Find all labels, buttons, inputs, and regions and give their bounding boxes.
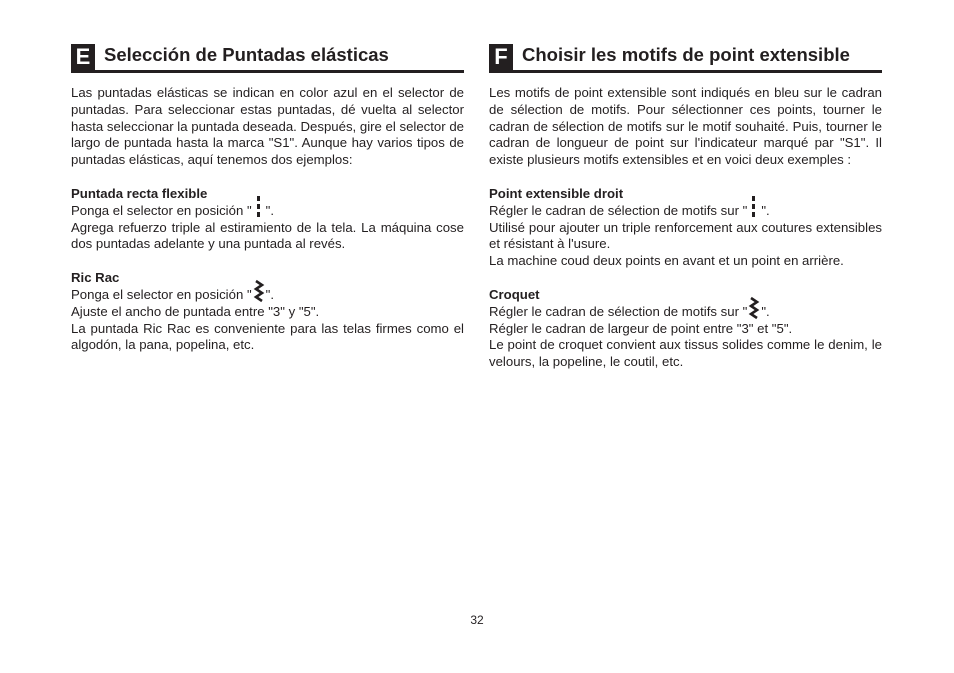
description-paragraph: Agrega refuerzo triple al estiramiento de la tela. La máquina cose dos puntadas adelante y una puntada al revés.: [71, 219, 464, 252]
intro-paragraph-es: Las puntadas elásticas se indican en color azul en el selector de puntadas. Para seleccionar estas puntadas, dé vuelta al selector hasta seleccionar la puntada deseada. Después, gire el selector de largo de puntada hasta la marca "S1". Aunque hay varios tipos de puntadas elásticas, aquí tenemos dos ejemplos:: [71, 85, 464, 168]
instruction-line: [71, 287, 464, 304]
instruction-text: Régler le cadran de sélection de motifs sur ": [489, 303, 748, 319]
instruction-line: [489, 203, 882, 220]
section-title-es: Selección de Puntadas elásticas: [104, 44, 389, 65]
subheading-puntada-recta: Puntada recta flexible: [71, 185, 208, 201]
instruction-text-end: ".: [761, 202, 770, 218]
section-title-fr: Choisir les motifs de point extensible: [522, 44, 850, 65]
instruction-line: [71, 203, 464, 220]
width-instruction: Régler le cadran de largeur de point entre "3" et "5".: [489, 320, 793, 336]
spanish-section: [71, 40, 464, 354]
intro-paragraph-fr: Les motifs de point extensible sont indiqués en bleu sur le cadran de sélection de motifs. Pour sélectionner ces points, tourner le cadran de sélection de motifs sur le motif souhaité. Puis, tourner le cadran de longueur de point sur l'indicateur marqué par "S1". Il existe plusieurs motifs extensibles et en voici deux exemples :: [489, 85, 882, 168]
subheading-ric-rac: Ric Rac: [71, 270, 120, 286]
instruction-text: Ponga el selector en posición ": [71, 202, 252, 218]
french-section: [489, 40, 882, 371]
description-paragraph: La machine coud deux points en avant et un point en arrière.: [489, 253, 844, 269]
straight-stretch-stitch-icon: [253, 203, 265, 217]
description-paragraph: La puntada Ric Rac es conveniente para las telas firmes como el algodón, la pana, popelina, etc.: [71, 320, 464, 353]
width-instruction: Ajuste el ancho de puntada entre "3" y "5".: [71, 303, 320, 319]
section-heading-es: [71, 40, 464, 73]
instruction-text: Régler le cadran de sélection de motifs sur ": [489, 202, 748, 218]
language-badge-e: E: [71, 44, 95, 70]
page-number: 32: [470, 613, 484, 627]
ric-rac-stitch-icon: [253, 287, 265, 301]
straight-stretch-stitch-icon: [748, 203, 760, 217]
instruction-text: Ponga el selector en posición ": [71, 286, 252, 302]
section-heading-fr: [489, 40, 882, 73]
instruction-text-end: ".: [265, 286, 274, 302]
instruction-line: [489, 304, 882, 321]
instruction-text-end: ".: [265, 202, 274, 218]
description-paragraph: Le point de croquet convient aux tissus solides comme le denim, le velours, la popeline, le coutil, etc.: [489, 337, 882, 370]
description-paragraph: Utilisé pour ajouter un triple renforcement aux coutures extensibles et résistant à l'usure.: [489, 219, 882, 252]
subheading-point-extensible-droit: Point extensible droit: [489, 185, 624, 201]
subheading-croquet: Croquet: [489, 286, 540, 302]
instruction-text-end: ".: [761, 303, 770, 319]
ric-rac-stitch-icon: [748, 304, 760, 318]
language-badge-f: F: [489, 44, 513, 70]
